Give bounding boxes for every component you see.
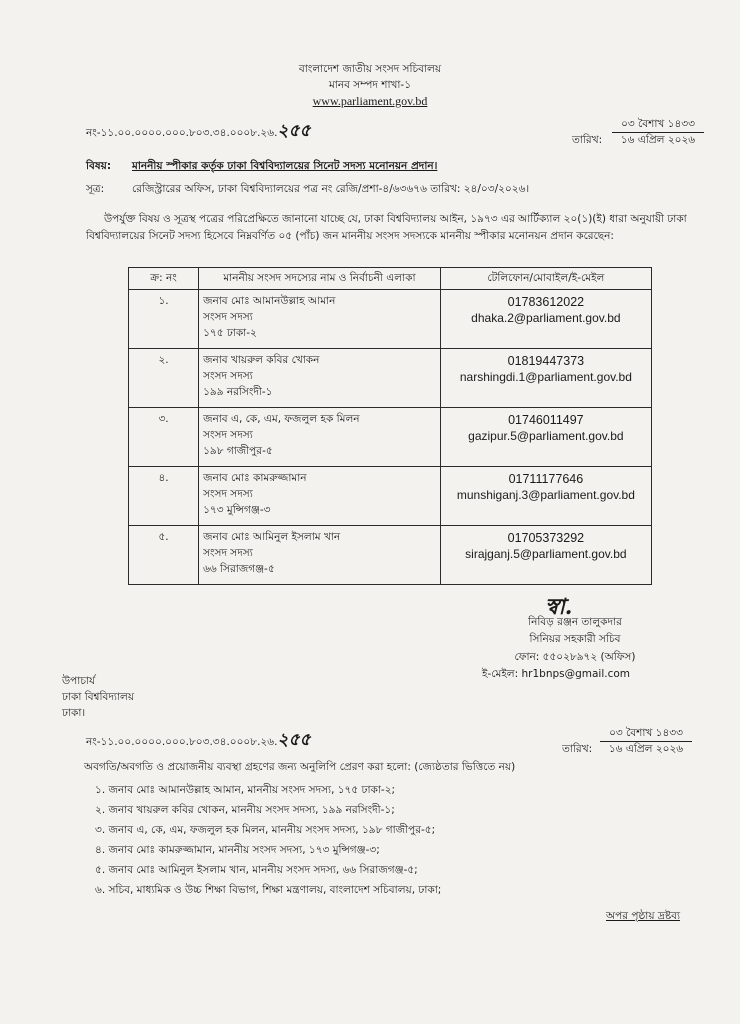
copy-intro: অবগতি/অবগতি ও প্রয়োজনীয় ব্যবস্থা গ্রহণের জন্য অনুলিপি প্রেরণ করা হলো: (জ্যেষ্ঠতার ভিত্তিতে নয়) <box>84 761 516 773</box>
row-serial: ২. <box>129 349 199 408</box>
row-member <box>199 526 441 585</box>
date-bangla-text: ০৩ বৈশাখ ১৪৩৩ <box>612 117 704 133</box>
row-serial: ৫. <box>129 526 199 585</box>
member-phone: 01705373292 <box>507 531 585 545</box>
continued-note: অপর পৃষ্ঠায় দ্রষ্টব্য <box>606 910 681 922</box>
row-serial: ৩. <box>129 408 199 467</box>
member-name: জনাব মোঃ কামরুজ্জামান <box>203 472 307 484</box>
member-title: সংসদ সদস্য <box>203 429 253 441</box>
date-gregorian-text: ১৬ এপ্রিল ২০২৬ <box>620 134 696 146</box>
row-serial: ১. <box>129 290 199 349</box>
memo-number <box>86 121 311 141</box>
table-row <box>129 408 652 467</box>
column-header-name: মাননীয় সংসদ সদস্যের নাম ও নির্বাচনী এলাকা <box>199 268 441 290</box>
memo-number-prefix: নং-১১.০০.০০০০.০০০.৮০৩.৩৪.০০০৮.২৬. <box>86 736 278 748</box>
signatory-designation: সিনিয়র সহকারী সচিব <box>529 633 621 645</box>
list-item: ৪. জনাব মোঃ কামরুজ্জামান, মাননীয় সংসদ সদস্য, ১৭৩ মুন্সিগঞ্জ-৩; <box>95 844 380 856</box>
body-paragraph: উপর্যুক্ত বিষয় ও সূত্রস্থ পত্রের পরিপ্রেক্ষিতে জানানো যাচ্ছে যে, ঢাকা বিশ্ববিদ্যালয় আইন, ১৯৭৩ এর আর্টিক্যাল ২০(১)(ই) ধারা অনুযায়ী ঢাকা বিশ্ববিদ্যালয়ের সিনেট সদস্য হিসেবে নিম্নবর্ণিত ০৫ (পাঁচ) জন মাননীয় সংসদ সদস্যকে মাননীয় স্পীকার মনোনয়ন প্রদান করেছেন: <box>86 213 687 242</box>
table-row <box>129 349 652 408</box>
member-title: সংসদ সদস্য <box>203 370 253 382</box>
member-title: সংসদ সদস্য <box>203 488 253 500</box>
table-row <box>129 467 652 526</box>
member-phone: 01711177646 <box>508 472 584 486</box>
member-email[interactable]: narshingdi.1@parliament.gov.bd <box>459 370 632 384</box>
member-title: সংসদ সদস্য <box>203 547 253 559</box>
signatory-phone: ফোন: ৫৫০২৮৯৭২ (অফিস) <box>514 651 636 663</box>
member-constituency: ১৯৯ নরসিংদী-১ <box>203 386 273 398</box>
table-row <box>129 526 652 585</box>
signature-mark: স্বা. <box>545 594 573 620</box>
list-item: ২. জনাব খায়রুল কবির খোকন, মাননীয় সংসদ সদস্য, ১৯৯ নরসিংদী-১; <box>95 804 395 816</box>
reference-text: রেজিস্ট্রারের অফিস, ঢাকা বিশ্ববিদ্যালয়ের পত্র নং রেজি/প্রশা-৪/৬৩৬৭৬ তারিখ: ২৪/০৩/২০২৬। <box>132 183 530 195</box>
row-contact <box>440 349 651 408</box>
row-member <box>199 467 441 526</box>
list-item: ৩. জনাব এ, কে, এম, ফজলুল হক মিলন, মাননীয় সংসদ সদস্য, ১৯৮ গাজীপুর-৫; <box>95 824 436 836</box>
memo-number-prefix: নং-১১.০০.০০০০.০০০.৮০৩.৩৪.০০০৮.২৬. <box>86 127 278 139</box>
row-member <box>199 349 441 408</box>
website-link[interactable]: www.parliament.gov.bd <box>312 94 428 108</box>
table-header-row <box>129 268 652 290</box>
member-name: জনাব মোঃ আমানউল্লাহ আমান <box>203 295 336 307</box>
recipient-city: ঢাকা। <box>62 707 86 719</box>
memo-number-handwritten: ২৫৫ <box>277 121 311 141</box>
member-constituency: ১৭৫ ঢাকা-২ <box>203 327 257 339</box>
reference-label: সূত্র: <box>86 183 105 195</box>
member-email[interactable]: dhaka.2@parliament.gov.bd <box>471 311 621 325</box>
row-contact <box>440 290 651 349</box>
member-phone: 01783612022 <box>507 295 585 309</box>
member-name: জনাব খায়রুল কবির খোকন <box>203 354 320 366</box>
column-header-contact: টেলিফোন/মোবাইল/ই-মেইল <box>440 268 651 290</box>
org-name: বাংলাদেশ জাতীয় সংসদ সচিবালয় <box>298 63 442 75</box>
subject-label: বিষয়: <box>86 160 112 172</box>
list-item: ৫. জনাব মোঃ আমিনুল ইসলাম খান, মাননীয় সংসদ সদস্য, ৬৬ সিরাজগঞ্জ-৫; <box>95 864 418 876</box>
date-bangla <box>612 117 704 148</box>
member-name: জনাব এ, কে, এম, ফজলুল হক মিলন <box>203 413 360 425</box>
row-member <box>199 408 441 467</box>
member-constituency: ৬৬ সিরাজগঞ্জ-৫ <box>203 563 275 575</box>
date-bangla-text: ০৩ বৈশাখ ১৪৩৩ <box>600 726 692 742</box>
member-email[interactable]: sirajganj.5@parliament.gov.bd <box>465 547 627 561</box>
member-email[interactable]: munshiganj.3@parliament.gov.bd <box>456 488 635 502</box>
nominee-table <box>128 267 652 585</box>
row-serial: ৪. <box>129 467 199 526</box>
member-phone: 01819447373 <box>507 354 585 368</box>
member-email[interactable]: gazipur.5@parliament.gov.bd <box>468 429 624 443</box>
member-constituency: ১৯৮ গাজীপুর-৫ <box>203 445 273 457</box>
member-constituency: ১৭৩ মুন্সিগঞ্জ-৩ <box>203 504 271 516</box>
signatory-email[interactable]: ই-মেইল: hr1bnps@gmail.com <box>482 668 631 680</box>
member-title: সংসদ সদস্য <box>203 311 253 323</box>
date-label: তারিখ: <box>572 134 603 146</box>
list-item: ১. জনাব মোঃ আমানউল্লাহ আমান, মাননীয় সংসদ সদস্য, ১৭৫ ঢাকা-২; <box>95 784 396 796</box>
row-contact <box>440 408 651 467</box>
department-name: মানব সম্পদ শাখা-১ <box>328 79 412 91</box>
date-label-copy: তারিখ: <box>562 743 593 755</box>
date-copy <box>600 726 692 757</box>
row-member <box>199 290 441 349</box>
recipient-org: ঢাকা বিশ্ববিদ্যালয় <box>62 691 135 703</box>
column-header-serial: ক্র: নং <box>129 268 199 290</box>
memo-number-handwritten: ২৫৫ <box>277 730 311 750</box>
member-phone: 01746011497 <box>508 413 584 427</box>
row-contact <box>440 526 651 585</box>
memo-number-copy <box>86 730 311 750</box>
signatory-name: নিবিড় রঞ্জন তালুকদার <box>528 616 622 628</box>
table-row <box>129 290 652 349</box>
recipient-title: উপাচার্য <box>62 675 96 687</box>
row-contact <box>440 467 651 526</box>
member-name: জনাব মোঃ আমিনুল ইসলাম খান <box>203 531 341 543</box>
list-item: ৬. সচিব, মাধ্যমিক ও উচ্চ শিক্ষা বিভাগ, শিক্ষা মন্ত্রণালয়, বাংলাদেশ সচিবালয়, ঢাকা; <box>95 884 442 896</box>
subject-text: মাননীয় স্পীকার কর্তৃক ঢাকা বিশ্ববিদ্যালয়ের সিনেট সদস্য মনোনয়ন প্রদান। <box>132 160 438 172</box>
date-gregorian-text: ১৬ এপ্রিল ২০২৬ <box>608 743 684 755</box>
